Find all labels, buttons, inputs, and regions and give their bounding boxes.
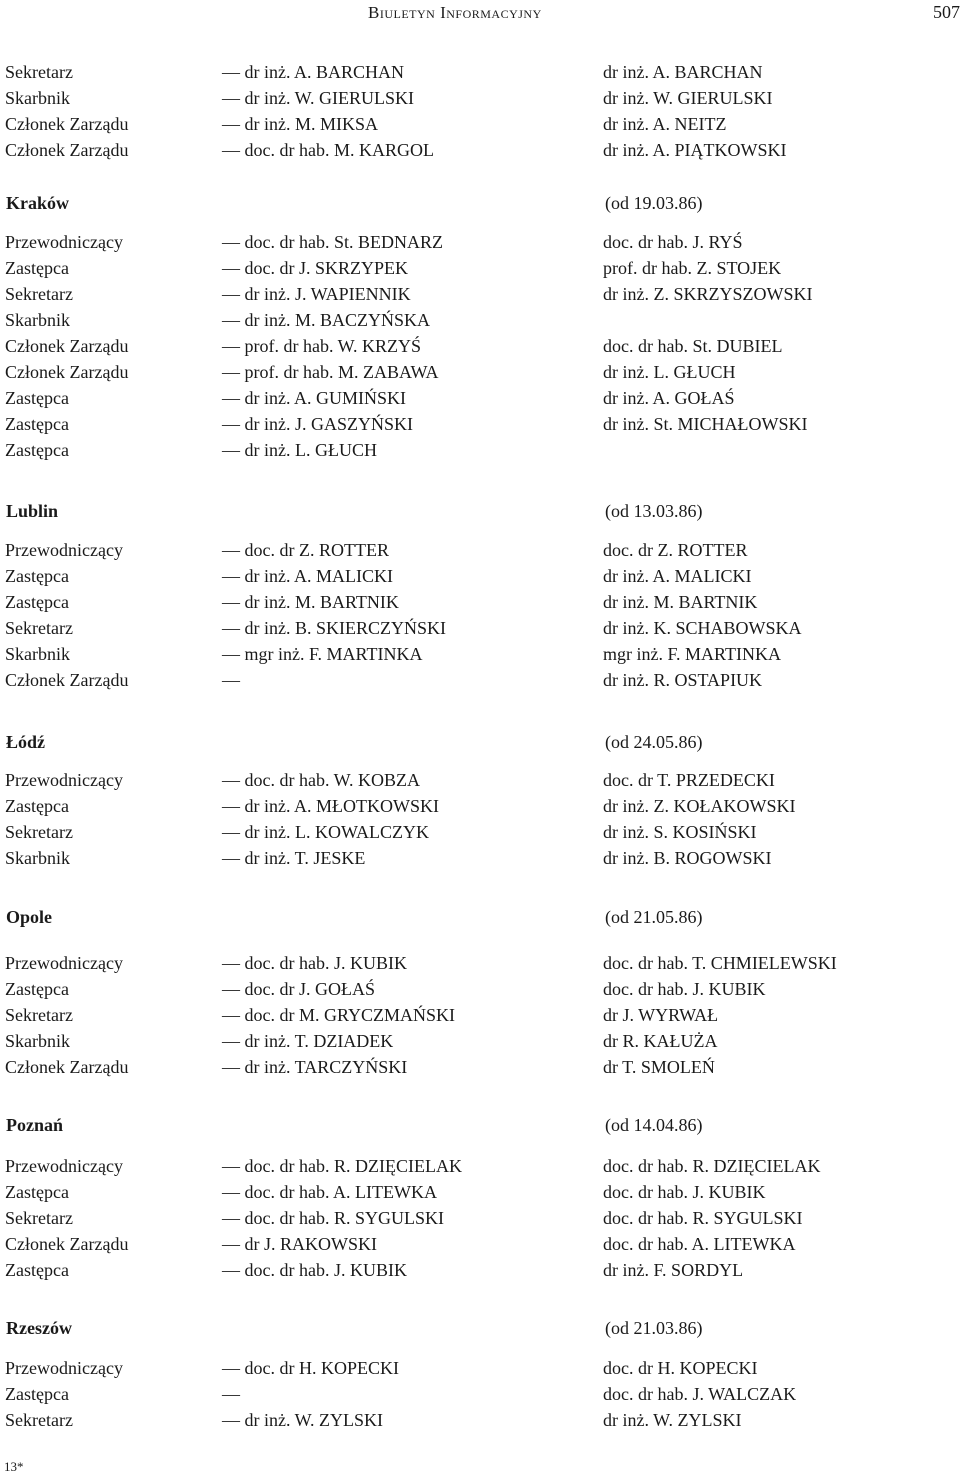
new-holder: dr inż. A. BARCHAN xyxy=(603,62,763,82)
previous-holder: — dr inż. M. BARTNIK xyxy=(222,592,399,612)
new-holder: dr inż. S. KOSIŃSKI xyxy=(603,822,757,842)
role-label: Zastępca xyxy=(5,388,69,408)
previous-holder: — dr inż. T. DZIADEK xyxy=(222,1031,394,1051)
role-label: Zastępca xyxy=(5,258,69,278)
officer-row xyxy=(0,1179,960,1205)
new-holder: prof. dr hab. Z. STOJEK xyxy=(603,258,782,278)
city-heading: Kraków xyxy=(6,193,69,213)
new-holder: mgr inż. F. MARTINKA xyxy=(603,644,781,664)
new-holder: doc. dr hab. J. WALCZAK xyxy=(603,1384,797,1404)
role-label: Skarbnik xyxy=(5,310,70,330)
new-holder: dr inż. B. ROGOWSKI xyxy=(603,848,772,868)
new-holder: dr inż. A. PIĄTKOWSKI xyxy=(603,140,787,160)
previous-holder: — doc. dr hab. J. KUBIK xyxy=(222,953,407,973)
effective-date: (od 21.03.86) xyxy=(605,1318,703,1338)
new-holder: dr inż. Z. KOŁAKOWSKI xyxy=(603,796,796,816)
role-label: Przewodniczący xyxy=(5,1156,123,1176)
previous-holder: — dr inż. M. MIKSA xyxy=(222,114,378,134)
previous-holder: — dr inż. A. GUMIŃSKI xyxy=(222,388,406,408)
officer-row xyxy=(0,1028,960,1054)
previous-holder: — doc. dr hab. R. SYGULSKI xyxy=(222,1208,444,1228)
previous-holder: — dr inż. A. MŁOTKOWSKI xyxy=(222,796,439,816)
officer-row xyxy=(0,385,960,411)
city-heading: Łódź xyxy=(6,732,46,752)
new-holder: dr inż. St. MICHAŁOWSKI xyxy=(603,414,808,434)
previous-holder: — doc. dr M. GRYCZMAŃSKI xyxy=(222,1005,456,1025)
role-label: Skarbnik xyxy=(5,88,70,108)
previous-holder: — dr J. RAKOWSKI xyxy=(222,1234,377,1254)
officer-row xyxy=(0,1002,960,1028)
role-label: Zastępca xyxy=(5,796,69,816)
previous-holder: — dr inż. A. BARCHAN xyxy=(222,62,405,82)
role-label: Przewodniczący xyxy=(5,1358,123,1378)
role-label: Sekretarz xyxy=(5,1208,73,1228)
role-label: Zastępca xyxy=(5,1260,69,1280)
previous-holder: — dr inż. W. GIERULSKI xyxy=(222,88,414,108)
previous-holder: — doc. dr hab. J. KUBIK xyxy=(222,1260,407,1280)
officer-row xyxy=(0,281,960,307)
previous-holder: — dr inż. L. KOWALCZYK xyxy=(222,822,429,842)
new-holder: doc. dr T. PRZEDECKI xyxy=(603,770,775,790)
role-label: Zastępca xyxy=(5,592,69,612)
new-holder: dr inż. F. SORDYL xyxy=(603,1260,744,1280)
new-holder: doc. dr hab. A. LITEWKA xyxy=(603,1234,796,1254)
previous-holder: — doc. dr hab. A. LITEWKA xyxy=(222,1182,437,1202)
officer-row xyxy=(0,437,960,463)
previous-holder: — doc. dr J. GOŁAŚ xyxy=(222,979,375,999)
officer-row xyxy=(0,667,960,693)
city-heading: Lublin xyxy=(6,501,59,521)
previous-holder: — dr inż. TARCZYŃSKI xyxy=(222,1057,408,1077)
officer-row xyxy=(0,537,960,563)
new-holder: doc. dr hab. St. DUBIEL xyxy=(603,336,783,356)
previous-holder: — doc. dr hab. M. KARGOL xyxy=(222,140,434,160)
role-label: Członek Zarządu xyxy=(5,140,129,160)
role-label: Członek Zarządu xyxy=(5,114,129,134)
new-holder: dr inż. R. OSTAPIUK xyxy=(603,670,763,690)
new-holder: doc. dr hab. J. RYŚ xyxy=(603,232,743,252)
role-label: Sekretarz xyxy=(5,62,73,82)
officer-row xyxy=(0,950,960,976)
previous-holder: — dr inż. J. WAPIENNIK xyxy=(222,284,411,304)
officer-row xyxy=(0,1355,960,1381)
new-holder: dr inż. A. MALICKI xyxy=(603,566,752,586)
effective-date: (od 14.04.86) xyxy=(605,1115,703,1135)
new-holder: dr J. WYRWAŁ xyxy=(603,1005,719,1025)
officer-row xyxy=(0,1205,960,1231)
footer-signature-mark: 13* xyxy=(4,1459,24,1474)
new-holder: doc. dr hab. R. DZIĘCIELAK xyxy=(603,1156,821,1176)
previous-holder: — dr inż. W. ZYLSKI xyxy=(222,1410,383,1430)
officer-row xyxy=(0,1381,960,1407)
previous-holder: — dr inż. B. SKIERCZYŃSKI xyxy=(222,618,446,638)
previous-holder: — xyxy=(222,670,240,690)
new-holder: dr T. SMOLEŃ xyxy=(603,1057,715,1077)
officer-row xyxy=(0,359,960,385)
role-label: Zastępca xyxy=(5,979,69,999)
officer-row xyxy=(0,411,960,437)
previous-holder: — dr inż. T. JESKE xyxy=(222,848,366,868)
role-label: Zastępca xyxy=(5,440,69,460)
city-heading: Rzeszów xyxy=(6,1318,72,1338)
role-label: Zastępca xyxy=(5,414,69,434)
role-label: Sekretarz xyxy=(5,618,73,638)
city-heading: Poznań xyxy=(6,1115,64,1135)
role-label: Przewodniczący xyxy=(5,953,123,973)
role-label: Zastępca xyxy=(5,566,69,586)
new-holder: dr inż. L. GŁUCH xyxy=(603,362,736,382)
role-label: Przewodniczący xyxy=(5,770,123,790)
role-label: Członek Zarządu xyxy=(5,1057,129,1077)
role-label: Zastępca xyxy=(5,1384,69,1404)
new-holder: dr inż. K. SCHABOWSKA xyxy=(603,618,802,638)
officer-row xyxy=(0,255,960,281)
effective-date: (od 21.05.86) xyxy=(605,907,703,927)
officer-row xyxy=(0,615,960,641)
new-holder: doc. dr hab. R. SYGULSKI xyxy=(603,1208,803,1228)
officer-row xyxy=(0,307,960,333)
new-holder: doc. dr H. KOPECKI xyxy=(603,1358,758,1378)
officer-row xyxy=(0,1231,960,1257)
previous-holder: — doc. dr hab. R. DZIĘCIELAK xyxy=(222,1156,462,1176)
previous-holder: — dr inż. A. MALICKI xyxy=(222,566,393,586)
previous-holder: — mgr inż. F. MARTINKA xyxy=(222,644,423,664)
previous-holder: — doc. dr J. SKRZYPEK xyxy=(222,258,409,278)
role-label: Członek Zarządu xyxy=(5,362,129,382)
officer-row xyxy=(0,793,960,819)
previous-holder: — doc. dr H. KOPECKI xyxy=(222,1358,399,1378)
new-holder: dr inż. A. GOŁAŚ xyxy=(603,388,735,408)
new-holder: doc. dr Z. ROTTER xyxy=(603,540,748,560)
new-holder: dr R. KAŁUŻA xyxy=(603,1031,718,1051)
officer-row xyxy=(0,563,960,589)
role-label: Członek Zarządu xyxy=(5,670,129,690)
role-label: Skarbnik xyxy=(5,848,70,868)
new-holder: dr inż. Z. SKRZYSZOWSKI xyxy=(603,284,813,304)
officer-row xyxy=(0,819,960,845)
new-holder: dr inż. A. NEITZ xyxy=(603,114,727,134)
new-holder: dr inż. W. ZYLSKI xyxy=(603,1410,742,1430)
effective-date: (od 24.05.86) xyxy=(605,732,703,752)
new-holder: doc. dr hab. T. CHMIELEWSKI xyxy=(603,953,837,973)
role-label: Sekretarz xyxy=(5,284,73,304)
officer-row xyxy=(0,1153,960,1179)
role-label: Skarbnik xyxy=(5,1031,70,1051)
new-holder: doc. dr hab. J. KUBIK xyxy=(603,1182,766,1202)
city-heading: Opole xyxy=(6,907,53,927)
running-header-title: Biuletyn Informacyjny xyxy=(368,3,542,22)
previous-holder: — prof. dr hab. M. ZABAWA xyxy=(222,362,439,382)
officer-row xyxy=(0,333,960,359)
role-label: Sekretarz xyxy=(5,1005,73,1025)
role-label: Sekretarz xyxy=(5,822,73,842)
new-holder: dr inż. W. GIERULSKI xyxy=(603,88,773,108)
officer-row xyxy=(0,767,960,793)
role-label: Członek Zarządu xyxy=(5,336,129,356)
officer-row xyxy=(0,845,960,871)
previous-holder: — prof. dr hab. W. KRZYŚ xyxy=(222,336,421,356)
previous-holder: — doc. dr Z. ROTTER xyxy=(222,540,389,560)
role-label: Członek Zarządu xyxy=(5,1234,129,1254)
officer-row xyxy=(0,1054,960,1080)
officer-row xyxy=(0,1257,960,1283)
officer-row xyxy=(0,229,960,255)
previous-holder: — dr inż. M. BACZYŃSKA xyxy=(222,310,431,330)
role-label: Zastępca xyxy=(5,1182,69,1202)
new-holder: doc. dr hab. J. KUBIK xyxy=(603,979,766,999)
previous-holder: — dr inż. L. GŁUCH xyxy=(222,440,377,460)
effective-date: (od 13.03.86) xyxy=(605,501,703,521)
new-holder: dr inż. M. BARTNIK xyxy=(603,592,758,612)
page-number: 507 xyxy=(933,2,960,22)
previous-holder: — xyxy=(222,1384,240,1404)
previous-holder: — doc. dr hab. W. KOBZA xyxy=(222,770,420,790)
officer-row xyxy=(0,1407,960,1433)
previous-holder: — dr inż. J. GASZYŃSKI xyxy=(222,414,413,434)
officer-row xyxy=(0,589,960,615)
role-label: Skarbnik xyxy=(5,644,70,664)
role-label: Sekretarz xyxy=(5,1410,73,1430)
previous-holder: — doc. dr hab. St. BEDNARZ xyxy=(222,232,443,252)
officer-row xyxy=(0,641,960,667)
role-label: Przewodniczący xyxy=(5,232,123,252)
role-label: Przewodniczący xyxy=(5,540,123,560)
effective-date: (od 19.03.86) xyxy=(605,193,703,213)
officer-row xyxy=(0,976,960,1002)
